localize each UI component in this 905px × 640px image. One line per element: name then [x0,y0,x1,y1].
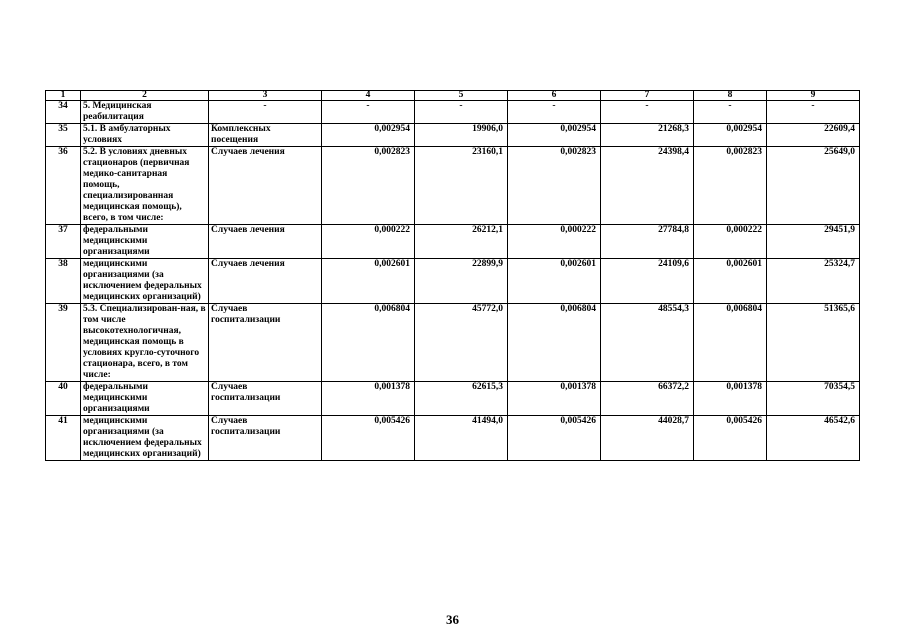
indicator-name-cell: медицинскими организациями (за исключением федеральных медицинских организаций) [81,416,209,461]
value-cell: 62615,3 [415,382,508,416]
value-cell: 24398,4 [601,147,694,225]
value-cell: - [415,101,508,124]
unit-cell: - [209,101,322,124]
value-cell: 0,001378 [508,382,601,416]
value-cell: 0,002601 [322,259,415,304]
value-cell: 23160,1 [415,147,508,225]
indicator-name-cell: федеральными медицинскими организациями [81,382,209,416]
value-cell: 0,005426 [694,416,767,461]
value-cell: 0,005426 [322,416,415,461]
unit-cell: Случаев лечения [209,147,322,225]
row-number-cell: 37 [46,225,81,259]
indicator-name-cell: медицинскими организациями (за исключением федеральных медицинских организаций) [81,259,209,304]
value-cell: 25324,7 [767,259,860,304]
indicator-name-cell: федеральными медицинскими организациями [81,225,209,259]
value-cell: - [767,101,860,124]
row-number-cell: 39 [46,304,81,382]
value-cell: - [508,101,601,124]
value-cell: 0,000222 [322,225,415,259]
table-row [46,304,860,382]
row-number-cell: 35 [46,124,81,147]
column-header: 3 [209,91,322,101]
unit-cell: Случаев госпитализации [209,382,322,416]
value-cell: 0,002601 [508,259,601,304]
value-cell: 44028,7 [601,416,694,461]
value-cell: 0,006804 [694,304,767,382]
column-header: 2 [81,91,209,101]
value-cell: 51365,6 [767,304,860,382]
value-cell: 19906,0 [415,124,508,147]
indicator-name-cell: 5.1. В амбулаторных условиях [81,124,209,147]
value-cell: - [601,101,694,124]
column-header: 8 [694,91,767,101]
table-row [46,382,860,416]
column-header: 4 [322,91,415,101]
value-cell: 0,002823 [694,147,767,225]
value-cell: 29451,9 [767,225,860,259]
value-cell: 0,002823 [508,147,601,225]
value-cell: 0,001378 [322,382,415,416]
value-cell: 22899,9 [415,259,508,304]
value-cell: 0,000222 [508,225,601,259]
value-cell: 0,002954 [508,124,601,147]
column-header: 9 [767,91,860,101]
row-number-cell: 38 [46,259,81,304]
value-cell: 0,001378 [694,382,767,416]
value-cell: 0,005426 [508,416,601,461]
value-cell: 0,002954 [322,124,415,147]
value-cell: 66372,2 [601,382,694,416]
table-row [46,225,860,259]
value-cell: 45772,0 [415,304,508,382]
row-number-cell: 34 [46,101,81,124]
value-cell: - [322,101,415,124]
unit-cell: Случаев госпитализации [209,416,322,461]
value-cell: - [694,101,767,124]
value-cell: 70354,5 [767,382,860,416]
column-header: 6 [508,91,601,101]
table-row [46,147,860,225]
unit-cell: Случаев госпитализации [209,304,322,382]
value-cell: 0,002601 [694,259,767,304]
unit-cell: Случаев лечения [209,259,322,304]
value-cell: 41494,0 [415,416,508,461]
row-number-cell: 40 [46,382,81,416]
row-number-cell: 36 [46,147,81,225]
table-row [46,124,860,147]
page-number: 36 [446,612,459,627]
value-cell: 0,002954 [694,124,767,147]
header-row [46,91,860,101]
indicator-name-cell: 5. Медицинская реабилитация [81,101,209,124]
value-cell: 46542,6 [767,416,860,461]
value-cell: 0,006804 [322,304,415,382]
unit-cell: Комплексных посещения [209,124,322,147]
value-cell: 27784,8 [601,225,694,259]
value-cell: 26212,1 [415,225,508,259]
indicator-name-cell: 5.3. Специализирован-ная, в том числе высокотехнологичная, медицинская помощь в условиях кругло-суточного стационара, всего, в том числе: [81,304,209,382]
column-header: 1 [46,91,81,101]
value-cell: 0,006804 [508,304,601,382]
value-cell: 21268,3 [601,124,694,147]
value-cell: 24109,6 [601,259,694,304]
indicator-name-cell: 5.2. В условиях дневных стационаров (первичная медико-санитарная помощь, специализированная медицинская помощь), всего, в том числе: [81,147,209,225]
value-cell: 22609,4 [767,124,860,147]
value-cell: 48554,3 [601,304,694,382]
value-cell: 25649,0 [767,147,860,225]
value-cell: 0,000222 [694,225,767,259]
value-cell: 0,002823 [322,147,415,225]
data-table [45,90,860,461]
table-row [46,416,860,461]
table-row [46,101,860,124]
column-header: 5 [415,91,508,101]
row-number-cell: 41 [46,416,81,461]
unit-cell: Случаев лечения [209,225,322,259]
table-row [46,259,860,304]
column-header: 7 [601,91,694,101]
